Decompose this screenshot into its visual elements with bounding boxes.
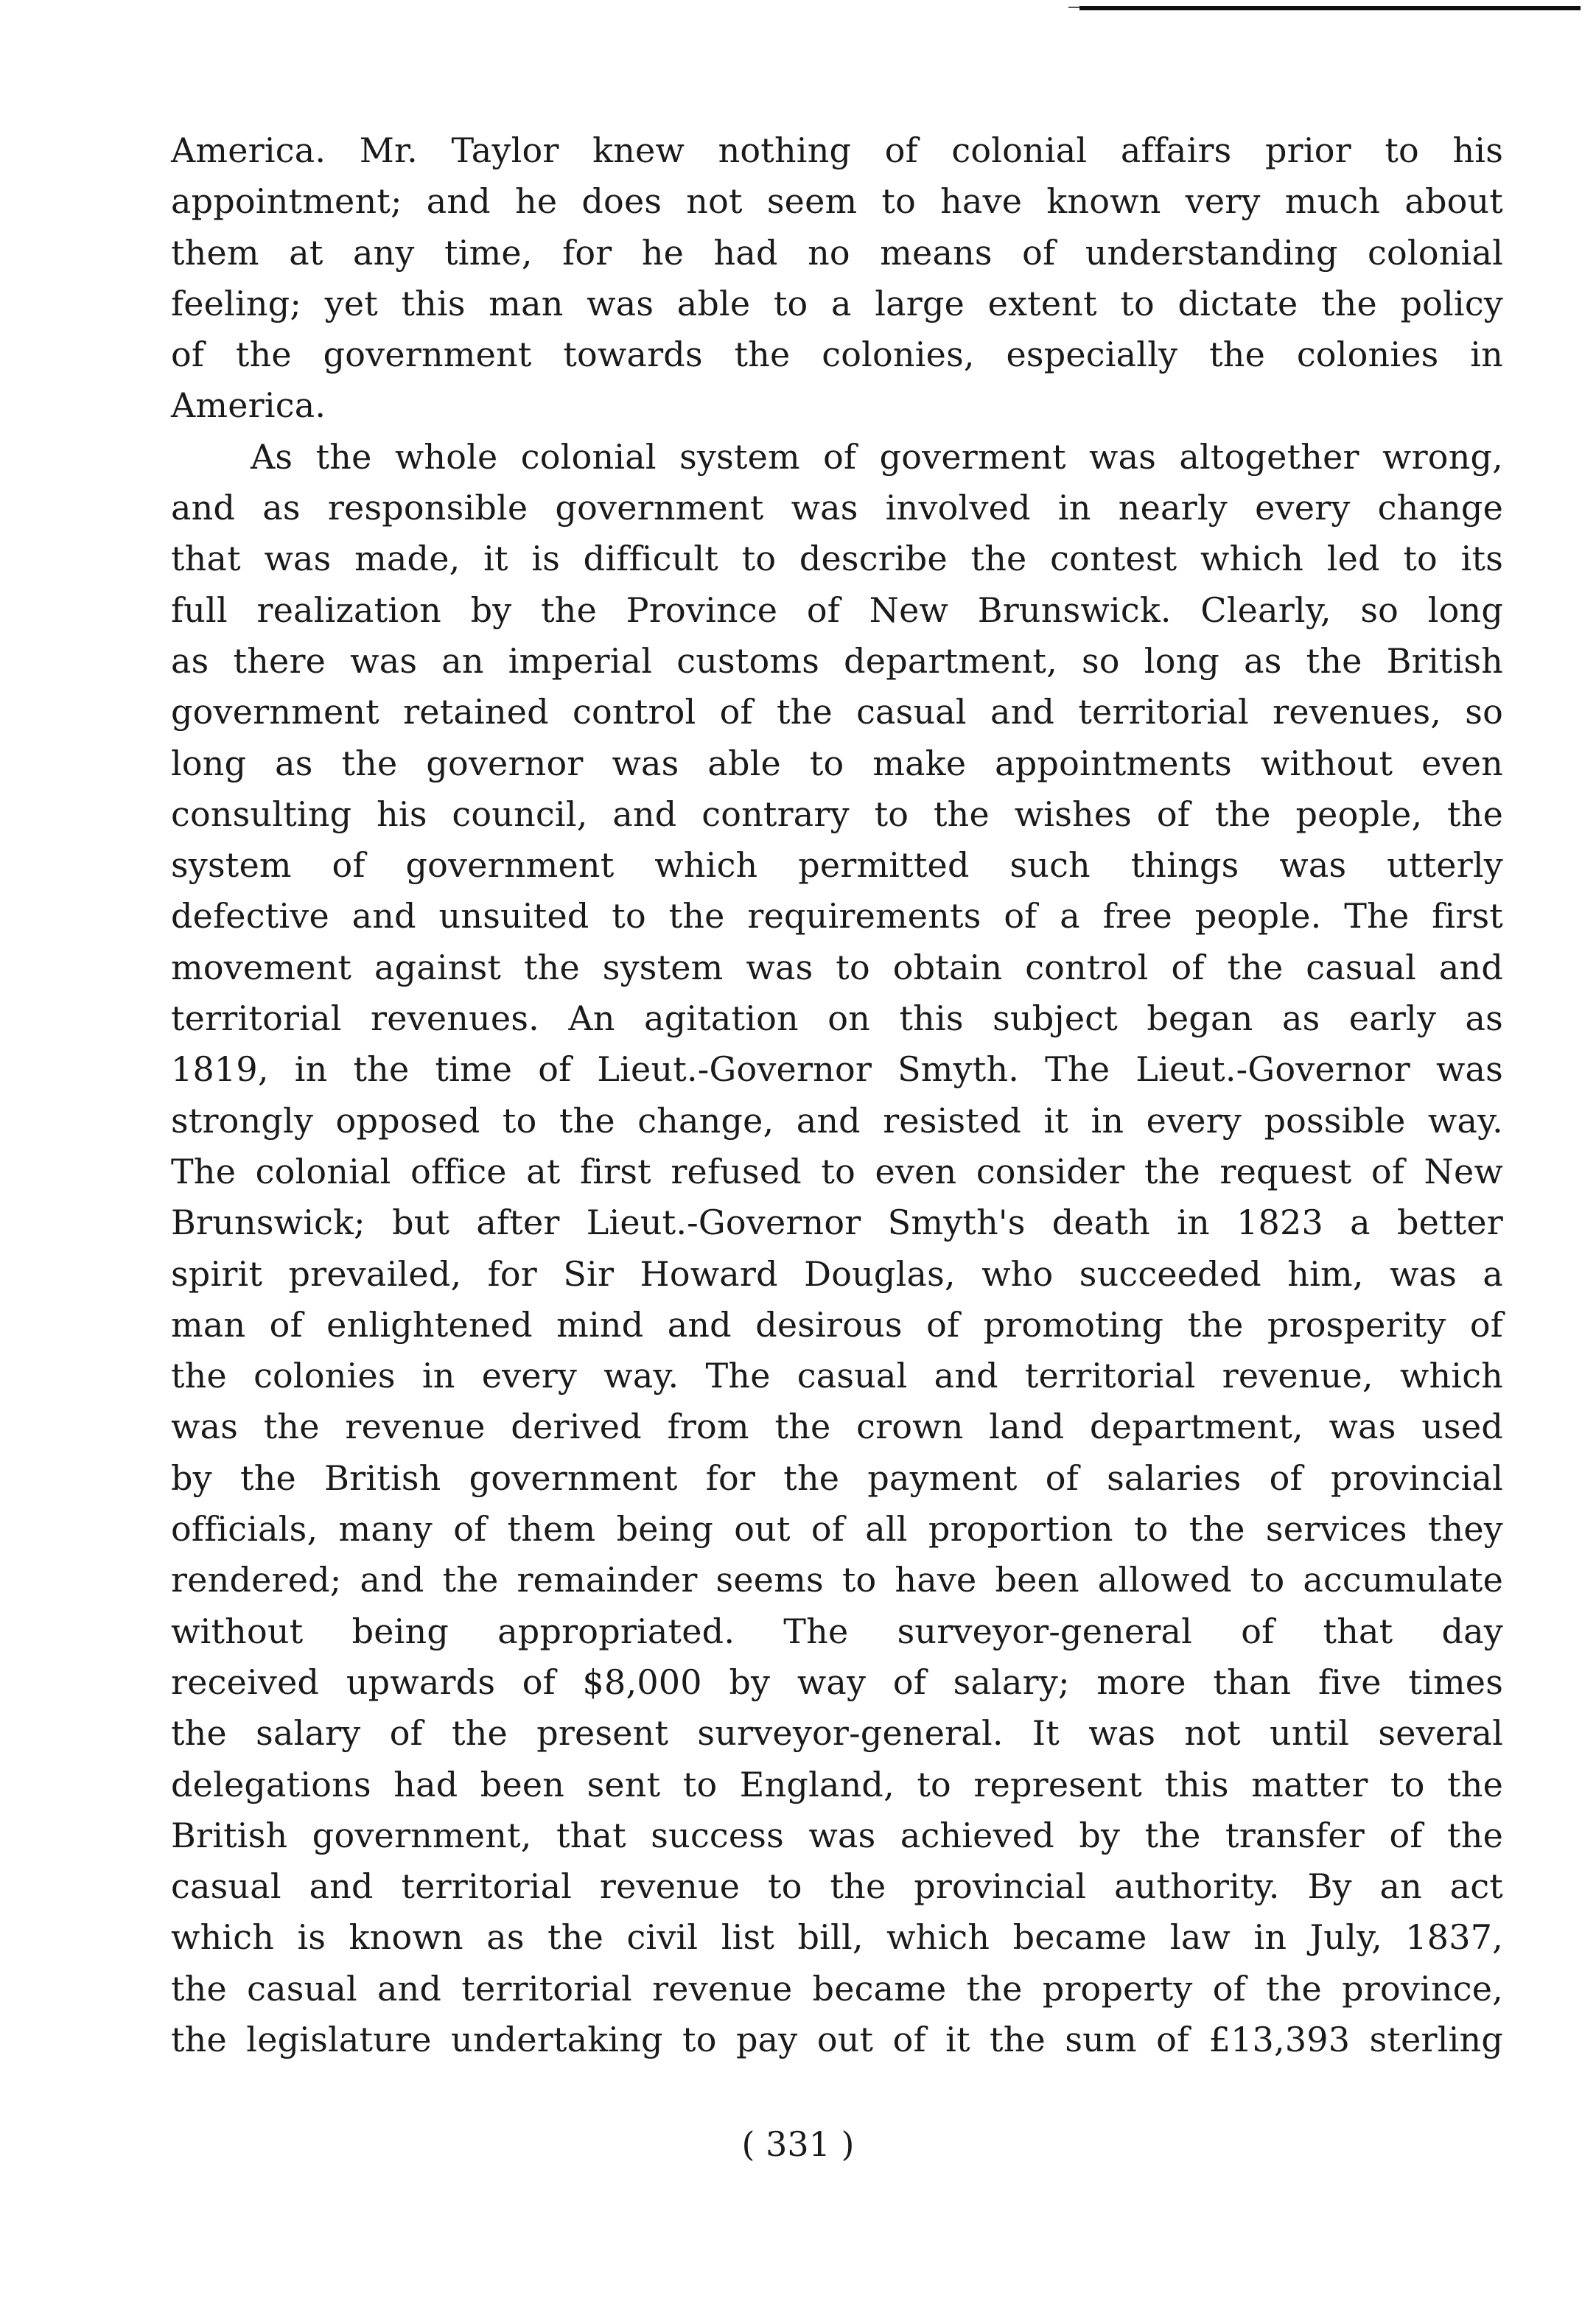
- text-line: the colonies in every way. The casual and territorial revenue, which: [171, 1356, 1503, 1396]
- text-line: Brunswick; but after Lieut.-Governor Smyth's death in 1823 a better: [171, 1202, 1503, 1243]
- text-line: long as the governor was able to make appointments without even: [171, 743, 1503, 783]
- text-line: feeling; yet this man was able to a large extent to dictate the policy: [171, 283, 1503, 323]
- text-line: that was made, it is difficult to describe the contest which led to its: [171, 539, 1503, 579]
- page-number: ( 331 ): [741, 2124, 855, 2164]
- body-text: [171, 125, 1503, 2065]
- text-line: which is known as the civil list bill, which became law in July, 1837,: [171, 1917, 1503, 1958]
- text-line: the casual and territorial revenue became the property of the province,: [171, 1968, 1503, 2009]
- text-line: appointment; and he does not seem to have known very much about: [171, 181, 1503, 222]
- text-line: the salary of the present surveyor-general. It was not until several: [171, 1713, 1503, 1754]
- text-line: America. Mr. Taylor knew nothing of colonial affairs prior to his: [171, 130, 1503, 170]
- text-line: spirit prevailed, for Sir Howard Douglas, who succeeded him, was a: [171, 1253, 1503, 1294]
- text-line: them at any time, for he had no means of understanding colonial: [171, 232, 1503, 273]
- text-line: As the whole colonial system of goverment was altogether wrong,: [251, 436, 1503, 477]
- text-line: strongly opposed to the change, and resisted it in every possible way.: [171, 1100, 1503, 1141]
- text-line: defective and unsuited to the requirements of a free people. The first: [171, 896, 1503, 937]
- text-line: rendered; and the remainder seems to have been allowed to accumulate: [171, 1560, 1503, 1600]
- text-line: by the British government for the payment of salaries of provincial: [171, 1457, 1503, 1498]
- text-line: of the government towards the colonies, especially the colonies in: [171, 335, 1503, 375]
- text-line: British government, that success was achieved by the transfer of the: [171, 1815, 1503, 1855]
- text-line: without being appropriated. The surveyor-general of that day: [171, 1611, 1503, 1651]
- text-line: as there was an imperial customs department, so long as the British: [171, 640, 1503, 681]
- text-line: and as responsible government was involved in nearly every change: [171, 488, 1503, 528]
- text-line: man of enlightened mind and desirous of promoting the prosperity of: [171, 1304, 1503, 1345]
- text-line: system of government which permitted such things was utterly: [171, 845, 1503, 886]
- text-line: full realization by the Province of New Brunswick. Clearly, so long: [171, 589, 1503, 630]
- text-line: 1819, in the time of Lieut.-Governor Smyth. The Lieut.-Governor was: [171, 1049, 1503, 1090]
- text-line: received upwards of $8,000 by way of salary; more than five times: [171, 1662, 1503, 1702]
- text-line: the legislature undertaking to pay out of it the sum of £13,393 sterling: [171, 2019, 1503, 2059]
- text-line: America.: [171, 385, 326, 426]
- text-line: was the revenue derived from the crown land department, was used: [171, 1407, 1503, 1447]
- text-line: consulting his council, and contrary to the wishes of the people, the: [171, 794, 1503, 834]
- text-line: territorial revenues. An agitation on this subject began as early as: [171, 998, 1503, 1039]
- text-line: movement against the system was to obtain control of the casual and: [171, 947, 1503, 987]
- text-line: officials, many of them being out of all proportion to the services they: [171, 1509, 1503, 1550]
- top-rule: [1079, 6, 1581, 10]
- text-line: casual and territorial revenue to the provincial authority. By an act: [171, 1866, 1503, 1907]
- text-line: government retained control of the casual and territorial revenues, so: [171, 692, 1503, 732]
- text-line: The colonial office at first refused to even consider the request of New: [171, 1151, 1503, 1191]
- text-line: delegations had been sent to England, to represent this matter to the: [171, 1764, 1503, 1804]
